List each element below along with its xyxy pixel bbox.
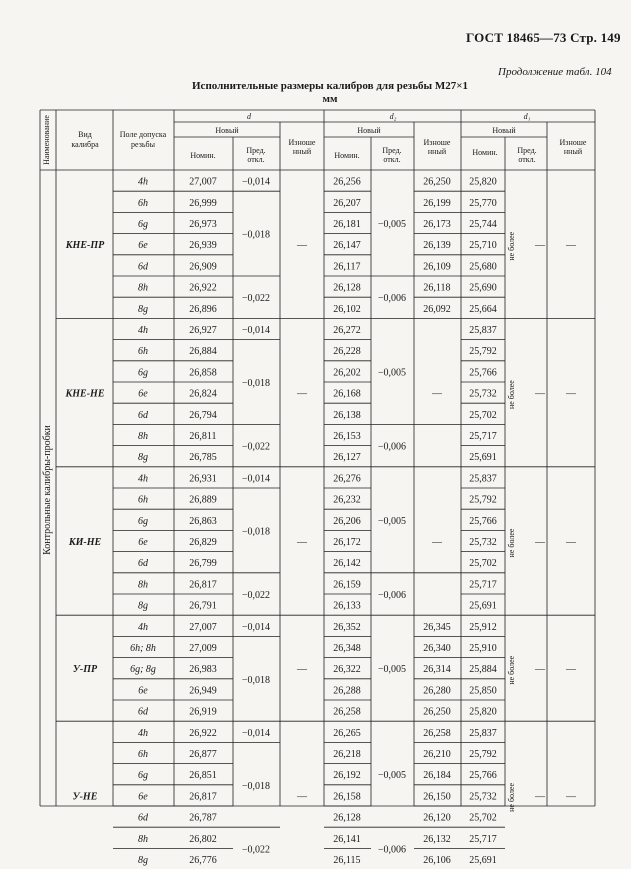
d-nominal: 26,829 <box>189 537 217 548</box>
tolerance-field: 4h <box>138 325 148 336</box>
d-deviation: −0,022 <box>241 441 271 453</box>
not-more-label: не более <box>507 528 516 558</box>
d1-nominal: 25,732 <box>469 388 497 400</box>
d2-nominal: 26,172 <box>333 537 361 548</box>
header-name: Наименование <box>42 115 51 165</box>
d2-worn: 26,250 <box>423 706 451 718</box>
d2-nominal: 26,142 <box>333 558 361 570</box>
d1-nominal: 25,850 <box>469 685 497 697</box>
d1-nominal: 25,710 <box>469 240 497 252</box>
d1-nominal: 25,732 <box>469 537 497 548</box>
d2-deviation: −0,005 <box>377 664 407 676</box>
d2-nominal: 26,256 <box>333 176 361 188</box>
gauge-type-2: КИ-НЕ <box>68 537 102 548</box>
d2-worn: 26,199 <box>423 197 451 209</box>
header-dev-d: откл. <box>247 155 265 164</box>
d-deviation: −0,018 <box>241 780 271 792</box>
tolerance-field: 6e <box>138 240 148 252</box>
tolerance-field: 4h <box>138 176 148 188</box>
header-dev-d1: Пред. <box>517 146 537 155</box>
d-nominal: 26,811 <box>189 431 217 442</box>
header-tolerance: резьбы <box>131 140 155 149</box>
d-worn-dash: — <box>297 537 307 548</box>
d-nominal: 26,851 <box>189 770 217 782</box>
d2-worn: 26,173 <box>423 219 451 230</box>
d1-nominal: 25,680 <box>469 261 497 273</box>
d-deviation: −0,018 <box>241 378 271 389</box>
d2-nominal: 26,202 <box>333 367 361 379</box>
d2-nominal: 26,141 <box>333 833 361 845</box>
d2-nominal: 26,128 <box>333 282 361 294</box>
d2-nominal: 26,117 <box>333 261 361 273</box>
d-deviation: −0,018 <box>241 674 271 686</box>
d-nominal: 26,922 <box>189 282 217 294</box>
header-nominal-d2: Номин. <box>334 151 360 160</box>
d1-nominal: 25,702 <box>469 812 497 824</box>
d-nominal: 26,909 <box>189 261 217 273</box>
d1-nominal: 25,664 <box>469 303 497 315</box>
d-deviation: −0,014 <box>241 325 271 336</box>
d-nominal: 26,791 <box>189 600 217 612</box>
d-worn-dash: — <box>297 664 307 676</box>
header-new-d1: Новый <box>492 126 516 135</box>
header-gauge-type: калибра <box>71 140 99 149</box>
tolerance-field: 6h <box>138 749 148 760</box>
d-nominal: 27,007 <box>189 176 217 188</box>
d2-worn: 26,210 <box>423 749 451 760</box>
d-deviation: −0,014 <box>241 176 271 188</box>
d2-deviation: −0,006 <box>377 293 407 305</box>
d2-nominal: 26,147 <box>333 240 361 252</box>
tolerance-field: 6g; 8g <box>130 664 156 676</box>
header-dev-d: Пред. <box>246 146 266 155</box>
not-more-label: не более <box>507 380 516 410</box>
header-new-d2: Новый <box>357 126 381 135</box>
d-nominal: 26,776 <box>189 855 217 866</box>
header-worn-d1: Изноше <box>559 138 587 147</box>
header-dev-d2: откл. <box>383 155 401 164</box>
d2-nominal: 26,127 <box>333 452 361 464</box>
d1-nominal: 25,837 <box>469 727 497 739</box>
d-deviation: −0,022 <box>241 590 271 601</box>
d1-worn-dash: — <box>566 240 576 252</box>
d1-nominal: 25,766 <box>469 515 497 527</box>
gauge-type-3: У-ПР <box>72 664 98 676</box>
d-nominal: 27,009 <box>189 643 217 654</box>
d1-nominal: 25,820 <box>469 176 497 188</box>
d2-deviation: −0,006 <box>377 590 407 601</box>
d2-worn: 26,258 <box>423 727 451 739</box>
tolerance-field: 6d <box>138 558 148 570</box>
tolerance-field: 8h <box>138 431 148 442</box>
gauge-type-1: КНЕ-НЕ <box>65 388 105 400</box>
d-nominal: 26,884 <box>189 346 217 358</box>
d2-nominal: 26,258 <box>333 706 361 718</box>
gauge-type-0: КНЕ-ПР <box>65 240 105 252</box>
d-nominal: 26,824 <box>189 388 217 400</box>
d2-worn: 26,109 <box>423 261 451 273</box>
d2-worn: 26,092 <box>423 303 451 315</box>
d2-nominal: 26,133 <box>333 600 361 612</box>
d1-nominal: 25,837 <box>469 325 497 336</box>
d2-nominal: 26,206 <box>333 515 361 527</box>
tolerance-field: 4h <box>138 727 148 739</box>
d-nominal: 27,007 <box>189 621 217 633</box>
header-d: d <box>247 112 251 121</box>
d2-nominal: 26,218 <box>333 749 361 760</box>
d-nominal: 26,949 <box>189 685 217 697</box>
tolerance-field: 8g <box>138 303 148 315</box>
d2-nominal: 26,228 <box>333 346 361 358</box>
d1-nominal: 25,792 <box>469 749 497 760</box>
d1-nominal: 25,732 <box>469 791 497 803</box>
tolerance-field: 6e <box>138 791 148 803</box>
tolerance-field: 6h <box>138 494 148 506</box>
tolerance-field: 6d <box>138 261 148 273</box>
tolerance-field: 6e <box>138 685 148 697</box>
d-nominal: 26,799 <box>189 558 217 570</box>
d-nominal: 26,877 <box>189 749 217 760</box>
d1-nominal: 25,717 <box>469 833 497 845</box>
d2-nominal: 26,276 <box>333 473 361 485</box>
d1-worn-dash: — <box>566 388 576 400</box>
d1-nominal: 25,691 <box>469 600 497 612</box>
d1-nominal: 25,912 <box>469 621 497 633</box>
unit-label: мм <box>322 93 338 105</box>
d-nominal: 26,785 <box>189 452 217 464</box>
d-nominal: 26,919 <box>189 706 217 718</box>
standard-header: ГОСТ 18465—73 Стр. 149 <box>466 30 621 45</box>
d1-nominal: 25,884 <box>469 664 497 676</box>
tolerance-field: 8h <box>138 833 148 845</box>
table-continuation: Продолжение табл. 104 <box>498 66 612 78</box>
d2-deviation: −0,005 <box>377 770 407 782</box>
d1-nominal: 25,702 <box>469 409 497 421</box>
tolerance-field: 6g <box>138 515 148 527</box>
header-d2: d₂ <box>389 112 397 121</box>
d-worn-dash: — <box>297 240 307 252</box>
not-more-label: не более <box>507 782 516 812</box>
d2-nominal: 26,232 <box>333 494 361 506</box>
d-deviation: −0,014 <box>241 621 271 633</box>
d1-nominal: 25,910 <box>469 643 497 654</box>
tolerance-field: 6h <box>138 197 148 209</box>
d1-deviation-dash: — <box>535 388 545 400</box>
d2-nominal: 26,288 <box>333 685 361 697</box>
d-nominal: 26,858 <box>189 367 217 379</box>
d-nominal: 26,896 <box>189 303 217 315</box>
tolerance-field: 6d <box>138 706 148 718</box>
d-nominal: 26,931 <box>189 473 217 485</box>
header-worn-d: Изноше <box>288 138 316 147</box>
d-nominal: 26,983 <box>189 664 217 676</box>
d-nominal: 26,794 <box>189 409 217 421</box>
d2-worn: 26,314 <box>423 664 451 676</box>
d1-nominal: 25,820 <box>469 706 497 718</box>
d2-worn: 26,132 <box>423 833 451 845</box>
d2-nominal: 26,168 <box>333 388 361 400</box>
d-deviation: −0,014 <box>241 473 271 485</box>
d1-nominal: 25,717 <box>469 431 497 442</box>
d2-worn: 26,345 <box>423 621 451 633</box>
d2-worn: 26,150 <box>423 791 451 803</box>
d1-nominal: 25,792 <box>469 346 497 358</box>
d2-nominal: 26,265 <box>333 727 361 739</box>
d-nominal: 26,973 <box>189 219 217 230</box>
header-worn-d2: Изноше <box>423 138 451 147</box>
tolerance-field: 6g <box>138 367 148 379</box>
d2-nominal: 26,128 <box>333 812 361 824</box>
d-worn-dash: — <box>297 791 307 803</box>
gauge-type-4: У-НЕ <box>72 791 98 803</box>
d1-deviation-dash: — <box>535 240 545 252</box>
d2-worn: 26,139 <box>423 240 451 252</box>
d2-nominal: 26,153 <box>333 431 361 442</box>
tolerance-field: 8h <box>138 579 148 591</box>
tolerance-field: 4h <box>138 473 148 485</box>
d2-nominal: 26,348 <box>333 643 361 654</box>
header-nominal-d1: Номин. <box>472 148 498 157</box>
tolerance-field: 6e <box>138 537 148 548</box>
header-worn-d: нный <box>292 147 312 156</box>
d-worn-dash: — <box>297 388 307 400</box>
d2-worn: 26,184 <box>423 770 451 782</box>
d1-nominal: 25,690 <box>469 282 497 294</box>
d2-nominal: 26,115 <box>333 855 361 866</box>
not-more-label: не более <box>507 655 516 685</box>
d1-nominal: 25,744 <box>469 219 497 230</box>
header-dev-d2: Пред. <box>382 146 402 155</box>
d-nominal: 26,817 <box>189 791 217 803</box>
d1-deviation-dash: — <box>535 664 545 676</box>
d2-nominal: 26,207 <box>333 197 361 209</box>
tolerance-field: 8h <box>138 282 148 294</box>
d-nominal: 26,889 <box>189 494 217 506</box>
d2-nominal: 26,352 <box>333 621 361 633</box>
tolerance-field: 6d <box>138 409 148 421</box>
group-label: Контрольные калибры-пробки <box>42 425 53 555</box>
d2-nominal: 26,192 <box>333 770 361 782</box>
d-deviation: −0,018 <box>241 229 271 241</box>
d-nominal: 26,787 <box>189 812 217 824</box>
d2-worn: 26,340 <box>423 643 451 654</box>
d2-worn: 26,280 <box>423 685 451 697</box>
d1-worn-dash: — <box>566 664 576 676</box>
d-nominal: 26,939 <box>189 240 217 252</box>
d2-deviation: −0,005 <box>377 515 407 527</box>
d-nominal: 26,863 <box>189 515 217 527</box>
header-new-d: Новый <box>215 126 239 135</box>
d1-worn-dash: — <box>566 791 576 803</box>
header-tolerance: Поле допуска <box>119 130 167 139</box>
d1-nominal: 25,792 <box>469 494 497 506</box>
tolerance-field: 4h <box>138 621 148 633</box>
d1-deviation-dash: — <box>535 537 545 548</box>
d-nominal: 26,999 <box>189 197 217 209</box>
d2-nominal: 26,138 <box>333 409 361 421</box>
d1-nominal: 25,766 <box>469 770 497 782</box>
d2-worn-dash: — <box>432 537 442 548</box>
d2-deviation: −0,005 <box>377 367 407 379</box>
d2-nominal: 26,158 <box>333 791 361 803</box>
d2-deviation: −0,006 <box>377 441 407 453</box>
d1-nominal: 25,691 <box>469 452 497 464</box>
d-nominal: 26,802 <box>189 833 217 845</box>
tolerance-field: 6d <box>138 812 148 824</box>
d1-nominal: 25,702 <box>469 558 497 570</box>
d1-worn-dash: — <box>566 537 576 548</box>
not-more-label: не более <box>507 231 516 261</box>
d1-nominal: 25,766 <box>469 367 497 379</box>
d2-worn: 26,118 <box>423 282 451 294</box>
tolerance-field: 6e <box>138 388 148 400</box>
d1-nominal: 25,691 <box>469 855 497 866</box>
tolerance-field: 8g <box>138 855 148 866</box>
d-nominal: 26,927 <box>189 325 217 336</box>
d-nominal: 26,922 <box>189 727 217 739</box>
d-deviation: −0,022 <box>241 844 271 856</box>
d-deviation: −0,018 <box>241 526 271 538</box>
header-worn-d2: нный <box>427 147 447 156</box>
tolerance-field: 6g <box>138 219 148 230</box>
d1-nominal: 25,770 <box>469 197 497 209</box>
title-text: Исполнительные размеры калибров для резьбы М27×1 <box>192 80 468 92</box>
tolerance-field: 6h; 8h <box>130 643 156 654</box>
d2-nominal: 26,102 <box>333 303 361 315</box>
d-deviation: −0,014 <box>241 727 271 739</box>
d1-nominal: 25,717 <box>469 579 497 591</box>
d2-deviation: −0,005 <box>377 219 407 230</box>
header-gauge-type: Вид <box>78 130 92 139</box>
d2-nominal: 26,272 <box>333 325 361 336</box>
header-worn-d1: нный <box>563 147 583 156</box>
header-dev-d1: откл. <box>518 155 536 164</box>
header-nominal-d: Номин. <box>190 151 216 160</box>
tolerance-field: 8g <box>138 452 148 464</box>
d2-nominal: 26,181 <box>333 219 361 230</box>
d2-nominal: 26,322 <box>333 664 361 676</box>
d-deviation: −0,022 <box>241 293 271 305</box>
d2-worn-dash: — <box>432 388 442 400</box>
d1-deviation-dash: — <box>535 791 545 803</box>
d2-nominal: 26,159 <box>333 579 361 591</box>
header-d1: d₁ <box>523 112 531 121</box>
d1-nominal: 25,837 <box>469 473 497 485</box>
tolerance-field: 6g <box>138 770 148 782</box>
d2-worn: 26,250 <box>423 176 451 188</box>
d2-worn: 26,106 <box>423 855 451 866</box>
tolerance-field: 8g <box>138 600 148 612</box>
d-nominal: 26,817 <box>189 579 217 591</box>
d2-worn: 26,120 <box>423 812 451 824</box>
d2-deviation: −0,006 <box>377 844 407 856</box>
tolerance-field: 6h <box>138 346 148 358</box>
